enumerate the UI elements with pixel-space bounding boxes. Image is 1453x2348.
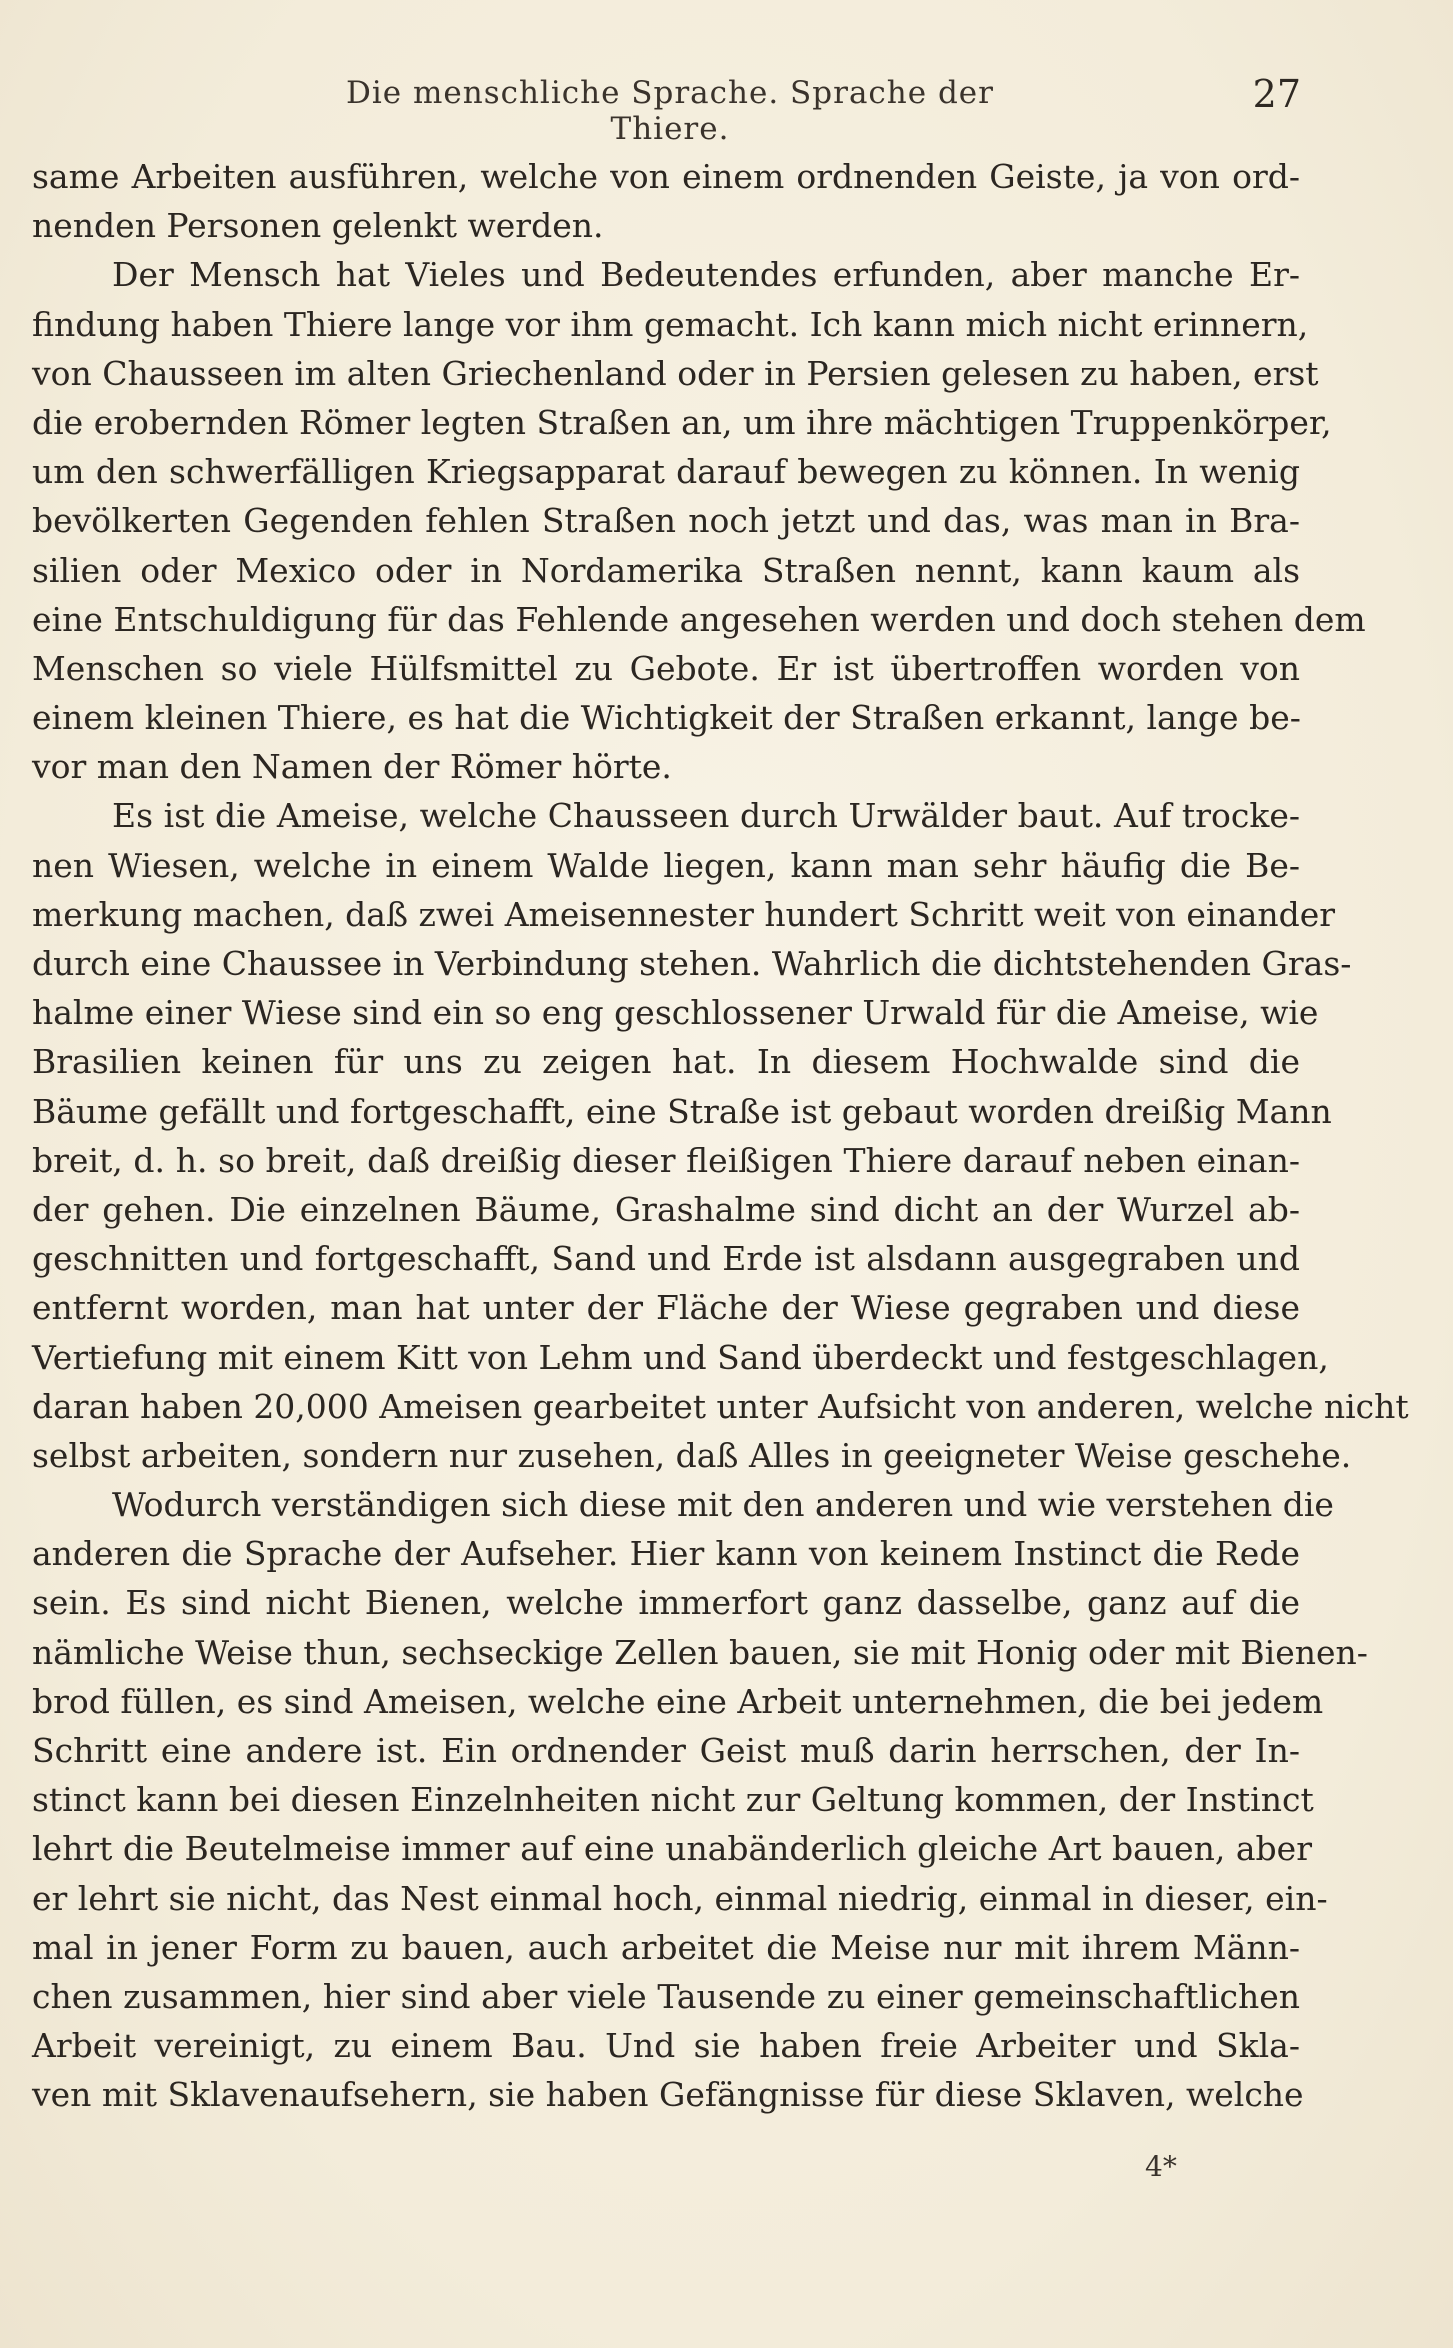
text-line: lehrt die Beutelmeise immer auf eine unabänderlich gleiche Art bauen, aber	[32, 1829, 1312, 1869]
text-line: selbst arbeiten, sondern nur zusehen, daß Alles in geeigneter Weise geschehe.	[32, 1435, 1352, 1475]
text-line: Es ist die Ameise, welche Chausseen durch Urwälder baut. Auf trocke-	[112, 796, 1300, 836]
text-line: einem kleinen Thiere, es hat die Wichtigkeit der Straßen erkannt, lange be-	[32, 698, 1301, 738]
text-line: mal in jener Form zu bauen, auch arbeitet die Meise nur mit ihrem Männ-	[32, 1927, 1300, 1967]
text-line: Brasilien keinen für uns zu zeigen hat. In diesem Hochwalde sind die	[32, 1042, 1300, 1082]
text-line: nen Wiesen, welche in einem Walde liegen, kann man sehr häufig die Be-	[32, 845, 1300, 885]
text-line: bevölkerten Gegenden fehlen Straßen noch jetzt und das, was man in Bra-	[32, 501, 1300, 541]
text-line: breit, d. h. so breit, daß dreißig dieser fleißigen Thiere darauf neben einan-	[32, 1140, 1300, 1180]
text-line: er lehrt sie nicht, das Nest einmal hoch, einmal niedrig, einmal in dieser, ein-	[32, 1878, 1328, 1918]
text-line: Schritt eine andere ist. Ein ordnender Geist muß darin herrschen, der In-	[32, 1731, 1300, 1770]
text-line: chen zusammen, hier sind aber viele Tausende zu einer gemeinschaftlichen	[32, 1976, 1300, 2016]
text-line: ven mit Sklavenaufsehern, sie haben Gefängnisse für diese Sklaven, welche	[32, 2075, 1304, 2115]
text-line: halme einer Wiese sind ein so eng geschlossener Urwald für die Ameise, wie	[32, 993, 1319, 1033]
text-line: Vertiefung mit einem Kitt von Lehm und Sand überdeckt und festgeschlagen,	[32, 1337, 1329, 1377]
text-line: brod füllen, es sind Ameisen, welche eine Arbeit unternehmen, die bei jedem	[32, 1681, 1324, 1721]
text-line: stinct kann bei diesen Einzelnheiten nicht zur Geltung kommen, der Instinct	[32, 1780, 1314, 1820]
text-line: merkung machen, daß zwei Ameisennester hundert Schritt weit von einander	[32, 894, 1336, 934]
text-line: Der Mensch hat Vieles und Bedeutendes erfunden, aber manche Er-	[112, 255, 1300, 295]
text-line: eine Entschuldigung für das Fehlende angesehen werden und doch stehen dem	[32, 599, 1366, 639]
text-line: daran haben 20,000 Ameisen gearbeitet unter Aufsicht von anderen, welche nicht	[32, 1386, 1409, 1426]
text-line: same Arbeiten ausführen, welche von einem ordnenden Geiste, ja von ord-	[32, 157, 1300, 196]
text-line: findung haben Thiere lange vor ihm gemacht. Ich kann mich nicht erinnern,	[32, 304, 1309, 344]
text-line: nämliche Weise thun, sechseckige Zellen bauen, sie mit Honig oder mit Bienen-	[32, 1632, 1368, 1672]
text-line: nenden Personen gelenkt werden.	[32, 206, 604, 246]
text-line: von Chausseen im alten Griechenland oder in Persien gelesen zu haben, erst	[32, 353, 1319, 393]
text-line: Menschen so viele Hülfsmittel zu Gebote. Er ist übertroffen worden von	[32, 648, 1300, 688]
text-line: Bäume gefällt und fortgeschafft, eine Straße ist gebaut worden dreißig Mann	[32, 1091, 1332, 1131]
signature-mark: 4*	[1145, 2150, 1177, 2183]
text-line: sein. Es sind nicht Bienen, welche immerfort ganz dasselbe, ganz auf die	[32, 1583, 1300, 1623]
text-line: durch eine Chaussee in Verbindung stehen. Wahrlich die dichtstehenden Gras-	[32, 944, 1352, 983]
body-text	[32, 152, 1409, 2120]
text-line: geschnitten und fortgeschafft, Sand und Erde ist alsdann ausgegraben und	[32, 1239, 1300, 1279]
text-line: Wodurch verständigen sich diese mit den anderen und wie verstehen die	[112, 1485, 1334, 1525]
page-number: 27	[1252, 72, 1301, 116]
running-head: Die menschliche Sprache. Sprache der Thiere.	[346, 75, 994, 147]
text-line: um den schwerfälligen Kriegsapparat darauf bewegen zu können. In wenig	[32, 452, 1300, 492]
text-line: vor man den Namen der Römer hörte.	[32, 747, 672, 787]
text-line: die erobernden Römer legten Straßen an, um ihre mächtigen Truppenkörper,	[32, 402, 1332, 442]
text-line: silien oder Mexico oder in Nordamerika Straßen nennt, kann kaum als	[32, 550, 1300, 590]
text-line: Arbeit vereinigt, zu einem Bau. Und sie haben freie Arbeiter und Skla-	[32, 2026, 1300, 2066]
text-line: der gehen. Die einzelnen Bäume, Grashalme sind dicht an der Wurzel ab-	[32, 1189, 1300, 1229]
text-line: entfernt worden, man hat unter der Fläche der Wiese gegraben und diese	[32, 1288, 1300, 1328]
text-line: anderen die Sprache der Aufseher. Hier kann von keinem Instinct die Rede	[32, 1534, 1300, 1574]
